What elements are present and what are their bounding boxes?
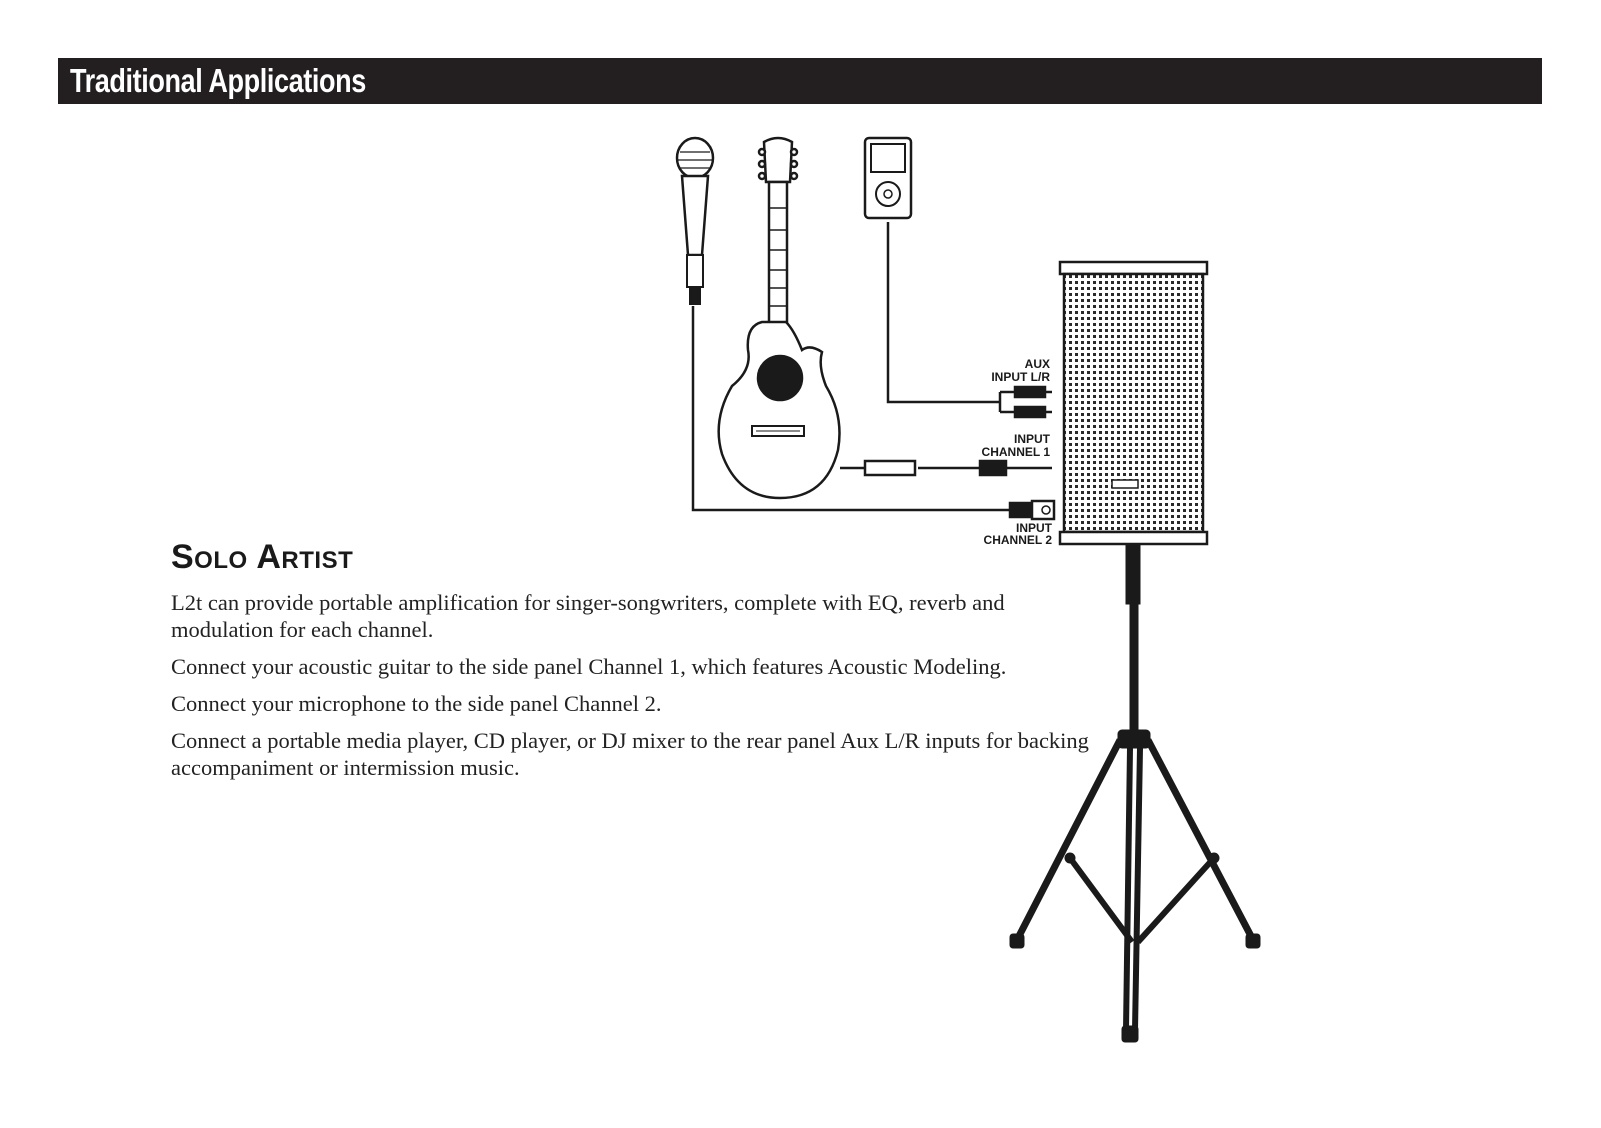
aux-label-line1: AUX	[1024, 357, 1050, 371]
aux-plugs	[1000, 387, 1052, 417]
paragraph-aux: Connect a portable media player, CD player, or DJ mixer to the rear panel Aux L/R inputs for backing accompaniment or intermission music.	[171, 728, 1089, 780]
section-title: Solo Artist	[171, 538, 354, 576]
paragraph-microphone: Connect your microphone to the side panel Channel 2.	[171, 691, 662, 716]
speaker-stand-icon	[1010, 544, 1260, 1042]
acoustic-guitar-icon	[719, 138, 840, 498]
microphone-icon	[677, 138, 713, 305]
page-title: Traditional Applications	[70, 62, 366, 99]
speaker-icon	[1060, 262, 1207, 544]
channel2-label-line2: CHANNEL 2	[983, 533, 1052, 547]
aux-label-line2: INPUT L/R	[991, 370, 1050, 384]
connection-diagram	[660, 130, 1300, 1070]
media-player-icon	[865, 138, 911, 218]
channel1-label-line1: INPUT	[1014, 432, 1050, 446]
channel2-plug	[1010, 501, 1054, 519]
header-bar	[58, 58, 1542, 104]
channel1-label-line2: CHANNEL 1	[981, 445, 1050, 459]
channel2-label-line1: INPUT	[1016, 521, 1052, 535]
paragraph-intro: L2t can provide portable amplification for singer-songwriters, complete with EQ, reverb and modulation for each channel.	[171, 590, 1005, 642]
paragraph-guitar: Connect your acoustic guitar to the side panel Channel 1, which features Acoustic Modeling.	[171, 654, 1007, 679]
